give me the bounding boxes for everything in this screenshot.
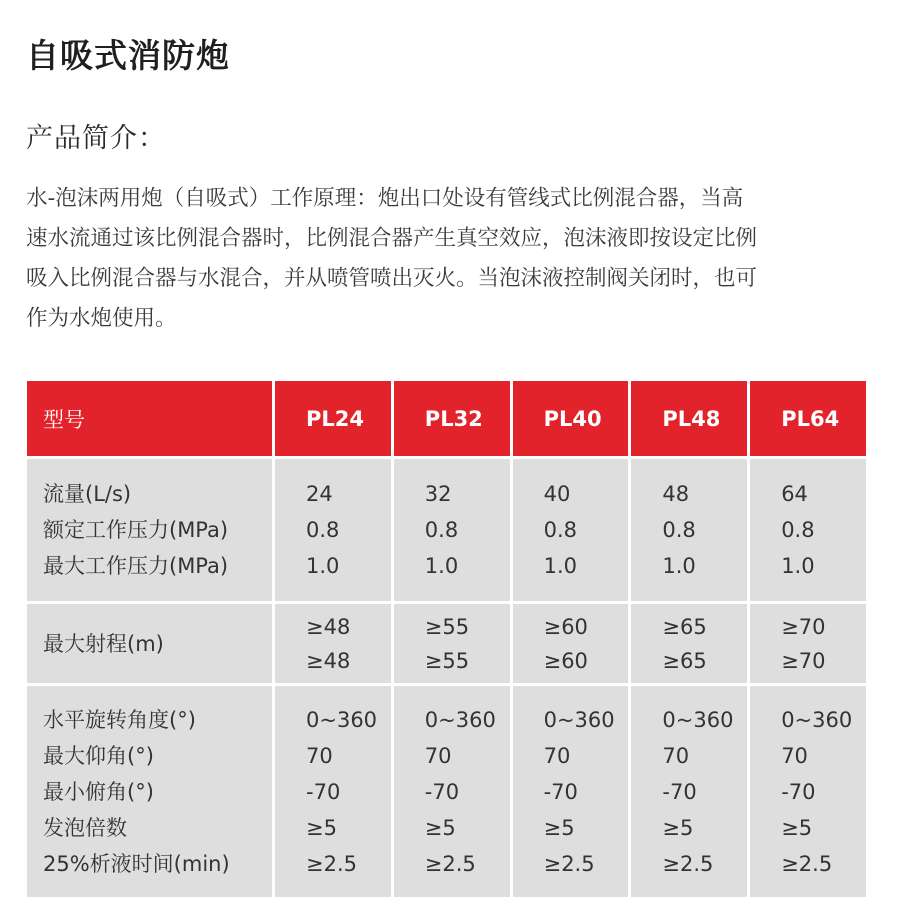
- value-cell: [750, 686, 866, 897]
- value-cell: [750, 459, 866, 601]
- cell-value: -70: [306, 779, 341, 804]
- row-label-cell: [27, 459, 272, 601]
- cell-value: 0~360: [781, 707, 853, 732]
- cell-value: ≥2.5: [424, 851, 476, 876]
- value-cell: [513, 459, 629, 601]
- page-title: 自吸式消防炮: [26, 36, 230, 75]
- cell-value: 0~360: [424, 707, 496, 732]
- table-row-range: [27, 604, 866, 683]
- cell-value: 0.8: [424, 518, 459, 542]
- cell-value: ≥70: [781, 614, 826, 639]
- description-line: 吸入比例混合器与水混合，并从喷管喷出灭火。当泡沫液控制阀关闭时，也可: [26, 266, 758, 291]
- cell-value: 0.8: [662, 518, 696, 542]
- row-label: 最小俯角(°): [43, 779, 154, 804]
- description-line: 速水流通过该比例混合器时，比例混合器产生真空效应，泡沫液即按设定比例: [26, 226, 758, 251]
- cell-value: 0.8: [543, 518, 577, 542]
- cell-value: 32: [424, 482, 452, 506]
- cell-value: 70: [543, 743, 571, 768]
- value-cell: [394, 686, 510, 897]
- spec-table: [24, 378, 869, 900]
- cell-value: ≥48: [306, 648, 351, 673]
- cell-value: 1.0: [424, 554, 459, 578]
- row-label: 额定工作压力(MPa): [43, 518, 229, 542]
- cell-value: ≥2.5: [543, 851, 595, 876]
- description-line: 水-泡沫两用炮（自吸式）工作原理：炮出口处设有管线式比例混合器，当高: [26, 186, 744, 211]
- cell-value: 0~360: [662, 707, 734, 732]
- cell-value: ≥5: [306, 815, 337, 840]
- cell-value: 70: [306, 743, 333, 768]
- cell-value: -70: [424, 779, 460, 804]
- table-row-angles-foam: [27, 686, 866, 897]
- cell-value: 48: [662, 482, 690, 506]
- model-header-pl24: PL24: [275, 381, 391, 456]
- cell-value: -70: [543, 779, 578, 804]
- cell-value: ≥55: [424, 648, 470, 673]
- cell-value: ≥5: [662, 815, 694, 840]
- value-cell: [631, 604, 747, 683]
- cell-value: 0.8: [781, 518, 815, 542]
- cell-value: 24: [306, 482, 333, 506]
- cell-value: 1.0: [306, 554, 340, 578]
- cell-value: -70: [662, 779, 697, 804]
- cell-value: ≥5: [543, 815, 575, 840]
- row-label-cell: [27, 604, 272, 683]
- row-label: 水平旋转角度(°): [43, 707, 196, 732]
- cell-value: ≥65: [662, 614, 707, 639]
- cell-value: ≥55: [424, 614, 470, 639]
- cell-value: ≥60: [543, 614, 588, 639]
- value-cell: [631, 459, 747, 601]
- model-header-pl40: PL40: [513, 381, 629, 456]
- cell-value: ≥5: [424, 815, 456, 840]
- cell-value: 40: [543, 482, 571, 506]
- value-cell: [513, 686, 629, 897]
- cell-value: ≥2.5: [306, 851, 357, 876]
- model-header-label: 型号: [27, 381, 272, 456]
- cell-value: ≥48: [306, 614, 351, 639]
- value-cell: [631, 686, 747, 897]
- product-description: [26, 179, 881, 339]
- value-cell: [275, 686, 391, 897]
- cell-value: ≥65: [662, 648, 707, 673]
- value-cell: [750, 604, 866, 683]
- cell-value: -70: [781, 779, 816, 804]
- row-label: 25%析液时间(min): [43, 851, 230, 876]
- model-header-pl64: PL64: [750, 381, 866, 456]
- value-cell: [394, 459, 510, 601]
- cell-value: 64: [781, 482, 808, 506]
- cell-value: 0~360: [306, 707, 378, 732]
- model-header-pl32: PL32: [394, 381, 510, 456]
- cell-value: 70: [781, 743, 808, 768]
- value-cell: [275, 459, 391, 601]
- cell-value: ≥60: [543, 648, 588, 673]
- model-header-pl48: PL48: [631, 381, 747, 456]
- description-line: 作为水炮使用。: [26, 306, 177, 331]
- value-cell: [394, 604, 510, 683]
- table-header-row: [27, 381, 866, 456]
- cell-value: 1.0: [543, 554, 577, 578]
- cell-value: ≥70: [781, 648, 826, 673]
- cell-value: ≥2.5: [662, 851, 714, 876]
- row-label: 发泡倍数: [43, 815, 127, 840]
- value-cell: [513, 604, 629, 683]
- row-label-cell: [27, 686, 272, 897]
- section-title: 产品简介：: [26, 123, 166, 154]
- cell-value: ≥2.5: [781, 851, 833, 876]
- value-cell: [275, 604, 391, 683]
- row-label: 最大仰角(°): [43, 743, 154, 768]
- cell-value: 0~360: [543, 707, 615, 732]
- cell-value: 1.0: [662, 554, 696, 578]
- cell-value: 70: [424, 743, 452, 768]
- cell-value: 70: [662, 743, 690, 768]
- row-label: 最大射程(m): [43, 631, 164, 656]
- row-label: 最大工作压力(MPa): [43, 554, 229, 578]
- row-label: 流量(L/s): [43, 482, 132, 506]
- cell-value: 1.0: [781, 554, 815, 578]
- cell-value: ≥5: [781, 815, 813, 840]
- cell-value: 0.8: [306, 518, 340, 542]
- table-row-flow-pressure: [27, 459, 866, 601]
